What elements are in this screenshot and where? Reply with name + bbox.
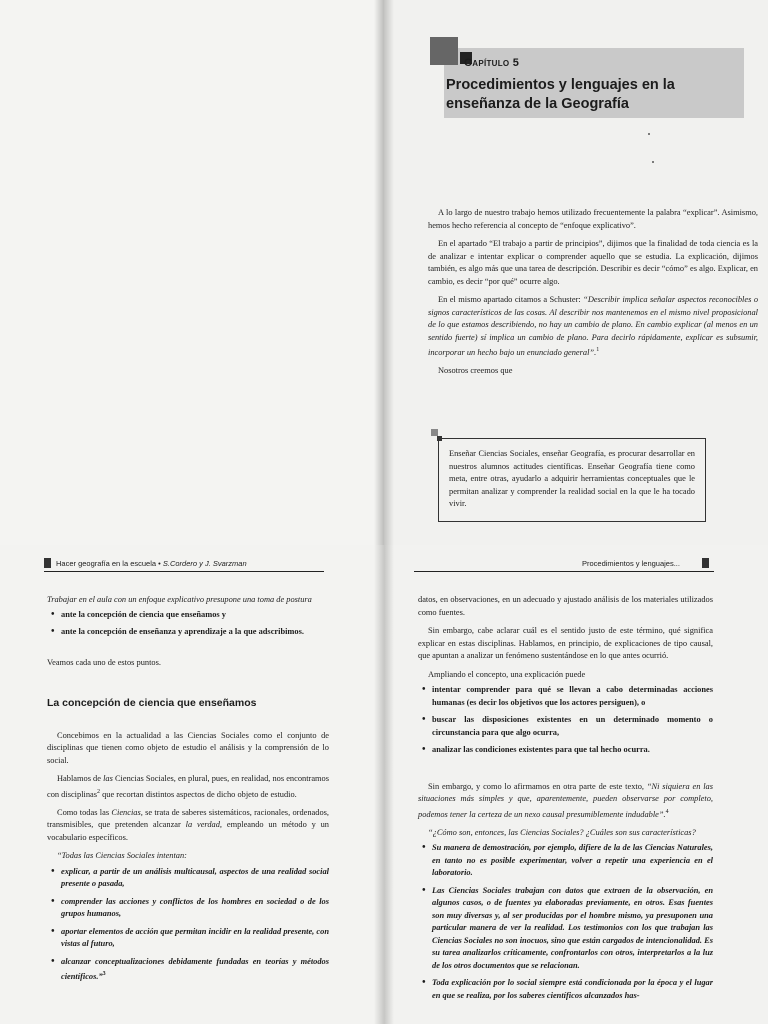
scan-speck [648,133,650,135]
text-run: sino que están cargados de intencionalidad. Es su tarea analizarlos críticamente, confrontarlos con otros, interpretarlos a la luz de los otros documentos que se relacionan. [432,935,713,970]
list-item: • comprender las acciones y conflictos de los hombres en sociedad o de los grupos humanos, [61,896,329,921]
quote-intro: “Todas las Ciencias Sociales intentan: [57,851,187,861]
text-run: Sin embargo, y como lo afirmamos en otra parte de este texto, [428,781,647,791]
text-run: las [103,774,113,783]
running-head-square-icon [702,558,709,568]
text-run: Su manera de demostración, [432,843,532,853]
body-paragraph [47,773,329,801]
text-run: que recortan distintos aspectos de dicho objeto de estudio. [100,789,297,799]
footnote-ref: 4 [665,808,669,815]
schuster-quote: “Describir implica señalar aspectos reconocibles o signos característicos de las cosas. Al describir nos mantenemos en el mismo nivel proposicional de lo que estamos describiendo, no hay un cambio de plano. En cambio explicar (al menos en un sentido fuerte) sí implica un cambio de plano. Para decirlo rápidamente, explicar es subsumir, incorporar un hecho bajo un enunciado general”. [428,295,759,357]
running-head-right: Procedimientos y lenguajes... [582,559,680,568]
chapter-square-icon [430,37,458,65]
text-run: no son inocuos, [494,935,549,945]
schuster-intro: En el mismo apartado citamos a Schuster: [438,295,584,304]
body-paragraph [47,807,329,845]
text-run: se trata de saberes sistemáticos, racionales, ordenados, transmisibles, que pretenden alcanzar [47,807,329,830]
running-head-rule [44,571,324,572]
text-run: “Ni siquiera en las situaciones más simples y que, aparentemente, pueden observarse por completo, podemos tener la certeza de un nexo causal presumiblemente indudable”. [418,781,713,819]
gutter-shadow [384,0,394,545]
gutter-shadow [384,545,394,1024]
text-run: por la época y el lugar en que se realiza, por los saberes científicos alcanzados has- [432,978,713,1000]
text-run: Las Ciencias Sociales trabajan con datos que extraen de la observación, en algunos casos, o de fuentes ya elaboradas previamente, en otros. Esas fuentes son muy diversas y, al ser producidas por el hombre mismo, ya presuponen una particular manera de ver la realidad. [432,885,713,933]
text-run: empleando un método y un vocabulario específicos. [47,820,329,842]
body-paragraph [418,781,713,821]
characteristics-list [418,842,713,1002]
running-head-square-icon [44,558,51,568]
gutter-shadow [374,0,384,545]
page-top-left-blank [0,0,384,545]
running-head-title: Hacer geografía en la escuela • [56,559,163,568]
explanation-list [418,684,713,757]
list-item: • analizar las condiciones existentes para que tal hecho ocurra. [432,744,713,757]
body-paragraph: Concebimos en la actualidad a las Ciencias Sociales como el conjunto de disciplinas que tienen como objeto de estudio el análisis y la comprensión de lo social. [47,730,329,765]
body-paragraph: Ampliando el concepto, una explicación puede [428,669,586,679]
text-run: por ejemplo, difiere de la de las Ciencias Naturales, en tanto no es posible experimentar, volver a repetir una experiencia en el laboratorio. [432,843,713,878]
list-item [61,956,329,984]
page-right-body [384,545,768,1024]
text-run: por lo social [490,978,540,988]
lead-sentence: Trabajar en el aula con un enfoque explicativo presupone una toma de postura [47,595,312,604]
list-item [432,842,713,880]
footnote-ref: 1 [596,347,600,353]
list-item [432,885,713,973]
quote-list [47,866,329,984]
footnote-ref: 2 [97,788,101,795]
schuster-paragraph [428,294,758,359]
list-item [432,977,713,1002]
intro-paragraph: En el apartado “El trabajo a partir de principios”, dijimos que la finalidad de toda ciencia es la de analizar e intentar explicar o comprender aquello que se estudia. La explicación, dijimos también, es algo más que una tarea de descripción. Describir es decir “cómo” es algo. Explicar, en cambio, es decir “por qué” ocurre algo. [428,239,758,286]
list-item: • buscar las disposiciones existentes en un determinado momento o circunstancia para que algo ocurra, [432,714,713,739]
footnote-ref: 3 [102,971,106,978]
body-paragraph: Sin embargo, cabe aclarar cuál es el sentido justo de este término, qué significa explicar en estas disciplinas. Hablamos, en principio, de explicaciones de tipo causal, que apuntan a analizar un fenómeno sustentándose en lo que antes ocurrió. [418,626,713,660]
vemos-line: Veamos cada uno de estos puntos. [47,657,161,667]
text-run: con los que trabajan las Ciencias Sociales [432,923,714,945]
text-run: siempre está condicionada [539,978,632,988]
key-idea-callout [438,438,706,522]
gutter-shadow [374,545,384,1024]
text-run: Ciencias, [111,807,143,817]
lead-list [47,609,329,639]
right-page-column [418,594,713,1008]
text-run: Los testimonios [567,923,623,933]
chapter-title: Procedimientos y lenguajes en la enseñanza de la Geografía [446,77,675,112]
page-left-body [0,545,384,1024]
intro-paragraph: A lo largo de nuestro trabajo hemos utilizado frecuentemente la palabra “explicar”. Asimismo, hemos hecho referencia al concepto de “enfoque explicativo”. [428,208,758,230]
page-chapter-opening [384,0,768,545]
nosotros-line: Nosotros creemos que [438,366,513,376]
chapter-label: Capítulo 5 [464,57,520,69]
callout-marker-icon [431,429,438,436]
list-item: • intentar comprender para qué se llevan a cabo determinadas acciones humanas (es decir los objetivos que los actores persiguen), o [432,684,713,709]
running-head-authors: S.Cordero y J. Svarzman [162,559,247,568]
text-run: Hablamos de [57,774,104,783]
list-item: • aportar elementos de acción que permitan incidir en la realidad presente, con vistas al futuro, [61,926,329,951]
text-run: Ciencias Sociales, en plural, pues, en realidad, nos encontramos con disciplinas [47,774,329,799]
body-paragraph: datos, en observaciones, en un adecuado y ajustado análisis de los materiales utilizados como fuentes. [418,595,713,617]
left-page-column [47,594,329,990]
scan-speck [652,161,654,163]
question-line: “¿Cómo son, entonces, las Ciencias Sociales? ¿Cuáles son sus características? [428,827,696,837]
section-title: La concepción de ciencia que enseñamos [47,697,257,709]
text-run: alcanzar conceptualizaciones debidamente fundadas en teorías y métodos científicos.” [61,956,329,982]
callout-text: Enseñar Ciencias Sociales, enseñar Geografía, es procurar desarrollar en nuestros alumnos actitudes científicas. Enseñar Geografía tiene como meta, entre otras, ayudarlo a adquirir herramientas conceptuales que le permitan analizar y comprender la realidad social en la que le ha tocado vivir. [449,449,695,508]
text-run: Como todas las [57,807,112,817]
list-item: • explicar, a partir de un análisis multicausal, aspectos de una realidad social presente o pasada, [61,866,329,891]
text-run: la verdad, [185,820,223,830]
running-head-rule [414,571,714,572]
text-run: Toda explicación [432,978,491,988]
list-item: • ante la concepción de ciencia que enseñamos y [61,609,329,622]
chapter-intro-text [428,207,758,384]
list-item: • ante la concepción de enseñanza y aprendizaje a la que adscribimos. [61,626,329,639]
running-head-left [56,559,247,568]
